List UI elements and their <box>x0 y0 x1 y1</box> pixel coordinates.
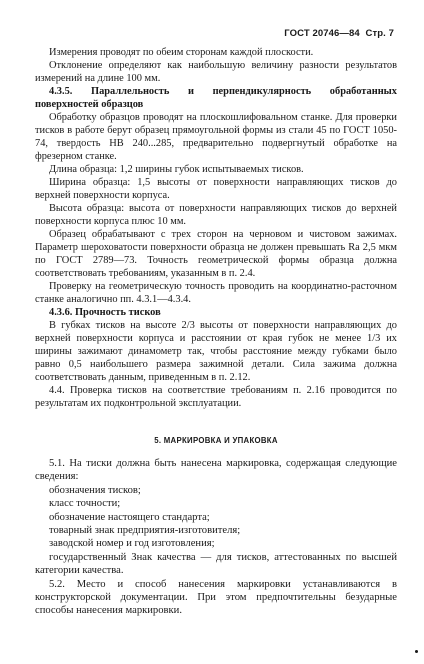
standard-number: ГОСТ 20746—84 <box>284 28 360 39</box>
clause-4-3-5-para-3: Ширина образца: 1,5 высоты от поверхности направляющих тисков до верхней поверхности корпуса. <box>35 177 397 201</box>
paragraph-deviation: Отклонение определяют как наибольшую величину разности результатов измерений на длине 100 мм. <box>35 60 397 84</box>
marking-item: государственный Знак качества — для тисков, аттестованных по высшей категории качества. <box>35 551 397 577</box>
clause-4-3-6-title: 4.3.6. Прочность тисков <box>49 307 161 318</box>
document-body <box>35 46 397 618</box>
marking-item: обозначения тисков; <box>49 484 141 496</box>
clause-5-1-intro: 5.1. На тиски должна быть нанесена маркировка, содержащая следующие сведения: <box>35 458 397 483</box>
clause-4-3-5-para-1: Обработку образцов проводят на плоскошлифовальном станке. Для проверки тисков в работе берут образец прямоугольной формы из стали 45 по ГОСТ 1050-74, твердость НВ 240...285, предварительно подвергнутый обработке на фрезерном станке. <box>35 112 397 162</box>
page-number: Стр. 7 <box>365 28 394 39</box>
marking-item: класс точности; <box>49 498 121 510</box>
page-header <box>281 28 394 39</box>
clause-4-3-5-para-4: Высота образца: высота от поверхности направляющих тисков до верхней поверхности корпуса плюс 10 мм. <box>35 203 397 227</box>
clause-4-3-5-title: 4.3.5. Параллельность и перпендикулярность обработанных поверхностей образцов <box>35 86 397 110</box>
clause-4-3-5-para-5: Образец обрабатывают с трех сторон на черновом и чистовом зажимах. Параметр шероховатости поверхности образца не должен превышать Ra 2,5 мкм по ГОСТ 2789—73. Точность геометрической формы образца должна соответствовать требованиям, указанным в п. 2.4. <box>35 229 397 279</box>
clause-5-2-para: 5.2. Место и способ нанесения маркировки устанавливаются в конструкторской документации. При этом предпочтительны безударные способы нанесения маркировки. <box>35 578 397 617</box>
marking-item: обозначение настоящего стандарта; <box>49 511 210 523</box>
marking-item: товарный знак предприятия-изготовителя; <box>49 525 241 537</box>
marking-item: заводской номер и год изготовления; <box>49 538 215 550</box>
clause-4-4-para: 4.4. Проверка тисков на соответствие требованиям п. 2.16 проводится по результатам их подконтрольной эксплуатации. <box>35 385 397 409</box>
paragraph-measurement-sides: Измерения проводят по обеим сторонам каждой плоскости. <box>49 47 314 58</box>
scan-speck <box>415 650 418 653</box>
clause-4-3-5-para-6: Проверку на геометрическую точность проводить на координатно-расточном станке аналогично пп. 4.3.1—4.3.4. <box>35 281 397 305</box>
section-5-heading: 5. МАРКИРОВКА И УПАКОВКА <box>154 436 278 445</box>
clause-4-3-5-para-2: Длина образца: 1,2 ширины губок испытываемых тисков. <box>49 164 304 175</box>
clause-4-3-6-para-1: В губках тисков на высоте 2/3 высоты от поверхности направляющих до верхней поверхности корпуса и расстоянии от края губок не менее 1/3 их ширины зажимают динамометр так, чтобы расстояние между губками было равно 0,5 наибольшего размера зажимной детали. Сила зажима должна соответствовать данным, приведенным в п. 2.12. <box>35 320 397 383</box>
